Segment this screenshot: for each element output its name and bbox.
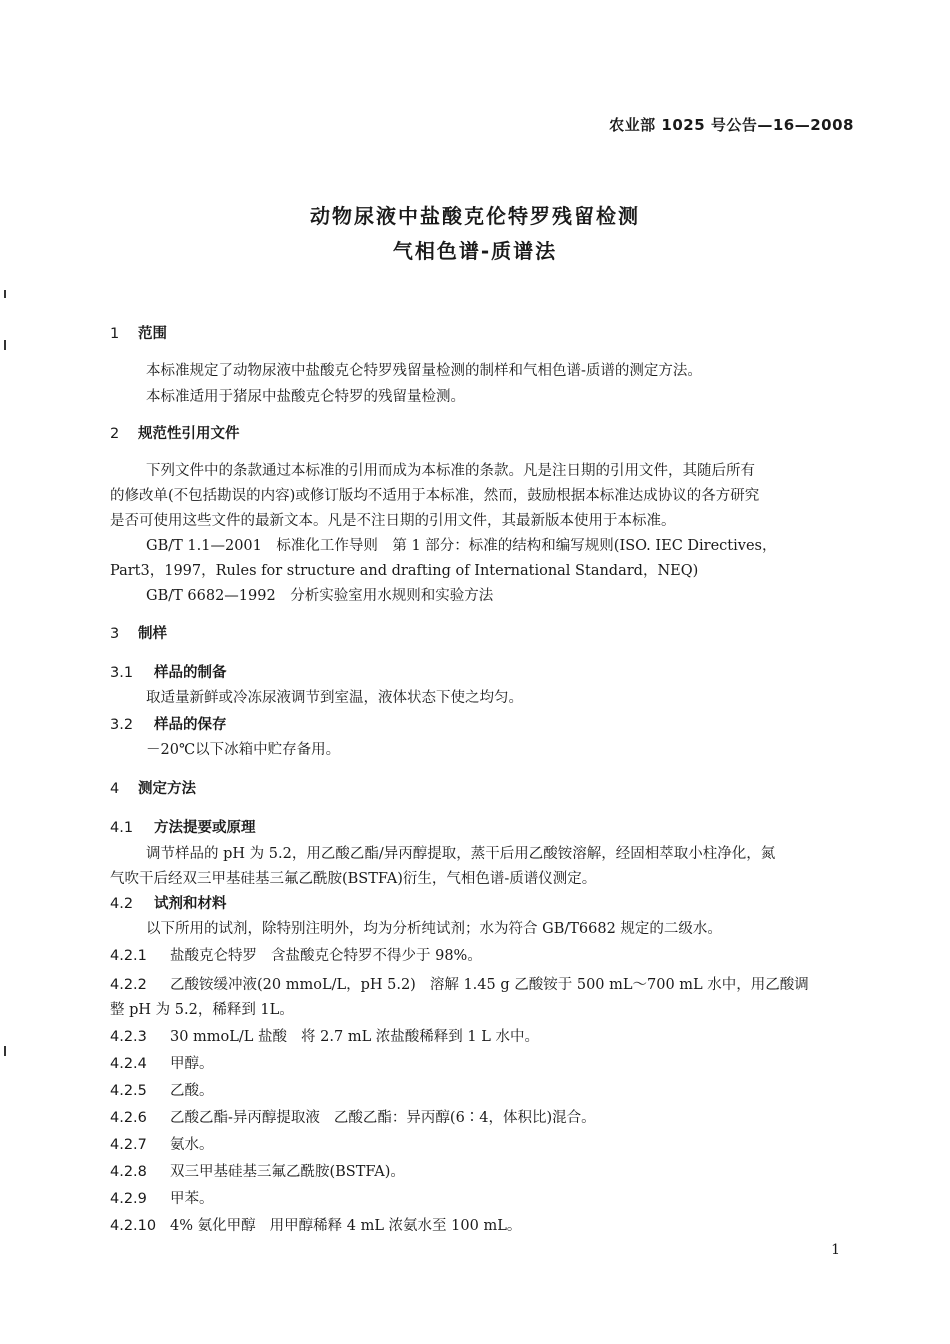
- paragraph: 的修改单(不包括勘误的内容)或修订版均不适用于本标准，然而，鼓励根据本标准达成协议的各方研究: [110, 488, 760, 504]
- section-title: 制样: [138, 626, 167, 642]
- document-number: 农业部 1025 号公告—16—2008: [609, 116, 854, 134]
- paragraph: 调节样品的 pH 为 5.2，用乙酸乙酯/异丙醇提取，蒸干后用乙酸铵溶解，经固相萃取小柱净化，氮: [146, 846, 776, 862]
- section-heading-1: [110, 324, 167, 344]
- item-text: 用甲醇稀释 4 mL 浓氨水至 100 mL。: [269, 1218, 522, 1234]
- subsection-heading-3-2: [110, 715, 227, 735]
- reference: Part3，1997，Rules for structure and drafting of International Standard，NEQ): [110, 563, 699, 579]
- item-number: 4.2.8: [110, 1164, 147, 1180]
- subsection-heading-4-1: [110, 818, 256, 838]
- section-title: 规范性引用文件: [138, 426, 240, 442]
- subsection-title: 方法提要或原理: [154, 820, 256, 836]
- list-item: [110, 1027, 539, 1047]
- item-number: 4.2.4: [110, 1056, 147, 1072]
- subsection-heading-3-1: [110, 663, 227, 683]
- section-title: 测定方法: [138, 781, 196, 797]
- item-term: 甲醇。: [170, 1056, 214, 1072]
- item-number: 4.2.10: [110, 1218, 157, 1234]
- section-number: 3: [110, 626, 120, 642]
- item-text: 含盐酸克仑特罗不得少于 98%。: [271, 948, 482, 964]
- list-item: [110, 1216, 521, 1236]
- scan-mark: [4, 290, 6, 298]
- paragraph: 本标准适用于猪尿中盐酸克仑特罗的残留量检测。: [146, 389, 465, 405]
- item-term: 乙酸铵缓冲液(20 mmoL/L，pH 5.2): [170, 977, 416, 993]
- scan-mark: [4, 340, 6, 350]
- list-item: [110, 1081, 228, 1101]
- paragraph: 下列文件中的条款通过本标准的引用而成为本标准的条款。凡是注日期的引用文件，其随后所有: [146, 463, 755, 479]
- item-term: 4% 氨化甲醇: [170, 1218, 256, 1234]
- paragraph: 是否可使用这些文件的最新文本。凡是不注日期的引用文件，其最新版本使用于本标准。: [110, 513, 676, 529]
- item-term: 30 mmoL/L 盐酸: [170, 1029, 288, 1045]
- item-number: 4.2.9: [110, 1191, 147, 1207]
- list-item: [110, 1054, 228, 1074]
- reference: GB/T 1.1—2001 标准化工作导则 第 1 部分：标准的结构和编写规则(ISO. IEC Directives，: [146, 538, 777, 554]
- item-number: 4.2.3: [110, 1029, 147, 1045]
- section-number: 4: [110, 781, 120, 797]
- item-number: 4.2.5: [110, 1083, 147, 1099]
- paragraph: －20℃以下冰箱中贮存备用。: [146, 742, 341, 758]
- list-item: [110, 1108, 596, 1128]
- list-item: [110, 1189, 228, 1209]
- item-term: 乙酸。: [170, 1083, 214, 1099]
- reference: GB/T 6682—1992 分析实验室用水规则和实验方法: [146, 588, 494, 604]
- paragraph: 取适量新鲜或冷冻尿液调节到室温，液体状态下使之均匀。: [146, 690, 523, 706]
- subsection-number: 4.2: [110, 896, 134, 912]
- item-term: 双三甲基硅基三氟乙酰胺(BSTFA)。: [170, 1164, 405, 1180]
- item-number: 4.2.7: [110, 1137, 147, 1153]
- paragraph: 气吹干后经双三甲基硅基三氟乙酰胺(BSTFA)衍生，气相色谱-质谱仪测定。: [110, 871, 597, 887]
- item-number: 4.2.1: [110, 948, 147, 964]
- list-item: [110, 975, 809, 995]
- item-text: 将 2.7 mL 浓盐酸稀释到 1 L 水中。: [301, 1029, 539, 1045]
- subsection-title: 试剂和材料: [154, 896, 227, 912]
- subsection-title: 样品的制备: [154, 665, 227, 681]
- section-number: 1: [110, 326, 120, 342]
- paragraph: 以下所用的试剂，除特别注明外，均为分析纯试剂；水为符合 GB/T6682 规定的二级水。: [146, 921, 722, 937]
- subsection-heading-4-2: [110, 894, 227, 914]
- subsection-number: 3.2: [110, 717, 134, 733]
- item-term: 氨水。: [170, 1137, 214, 1153]
- paragraph: 本标准规定了动物尿液中盐酸克仑特罗残留量检测的制样和气相色谱-质谱的测定方法。: [146, 363, 702, 379]
- item-text-continuation: 整 pH 为 5.2，稀释到 1L。: [110, 1002, 294, 1018]
- subsection-title: 样品的保存: [154, 717, 227, 733]
- item-term: 乙酸乙酯-异丙醇提取液: [170, 1110, 320, 1126]
- item-number: 4.2.6: [110, 1110, 147, 1126]
- list-item: [110, 1162, 419, 1182]
- subsection-number: 4.1: [110, 820, 134, 836]
- section-heading-3: [110, 624, 167, 644]
- item-term: 甲苯。: [170, 1191, 214, 1207]
- list-item: [110, 946, 482, 966]
- item-number: 4.2.2: [110, 977, 147, 993]
- scan-mark: [4, 1046, 6, 1056]
- page-number: 1: [831, 1242, 840, 1258]
- item-text: 溶解 1.45 g 乙酸铵于 500 mL～700 mL 水中，用乙酸调: [429, 977, 809, 993]
- subsection-number: 3.1: [110, 665, 134, 681]
- section-number: 2: [110, 426, 120, 442]
- document-title-line1: 动物尿液中盐酸克伦特罗残留检测: [310, 204, 640, 228]
- document-title-line2: 气相色谱-质谱法: [392, 239, 558, 263]
- list-item: [110, 1135, 228, 1155]
- item-term: 盐酸克仑特罗: [170, 948, 257, 964]
- section-heading-2: [110, 424, 240, 444]
- section-heading-4: [110, 779, 196, 799]
- item-text: 乙酸乙酯：异丙醇(6∶4，体积比)混合。: [333, 1110, 596, 1126]
- section-title: 范围: [138, 326, 167, 342]
